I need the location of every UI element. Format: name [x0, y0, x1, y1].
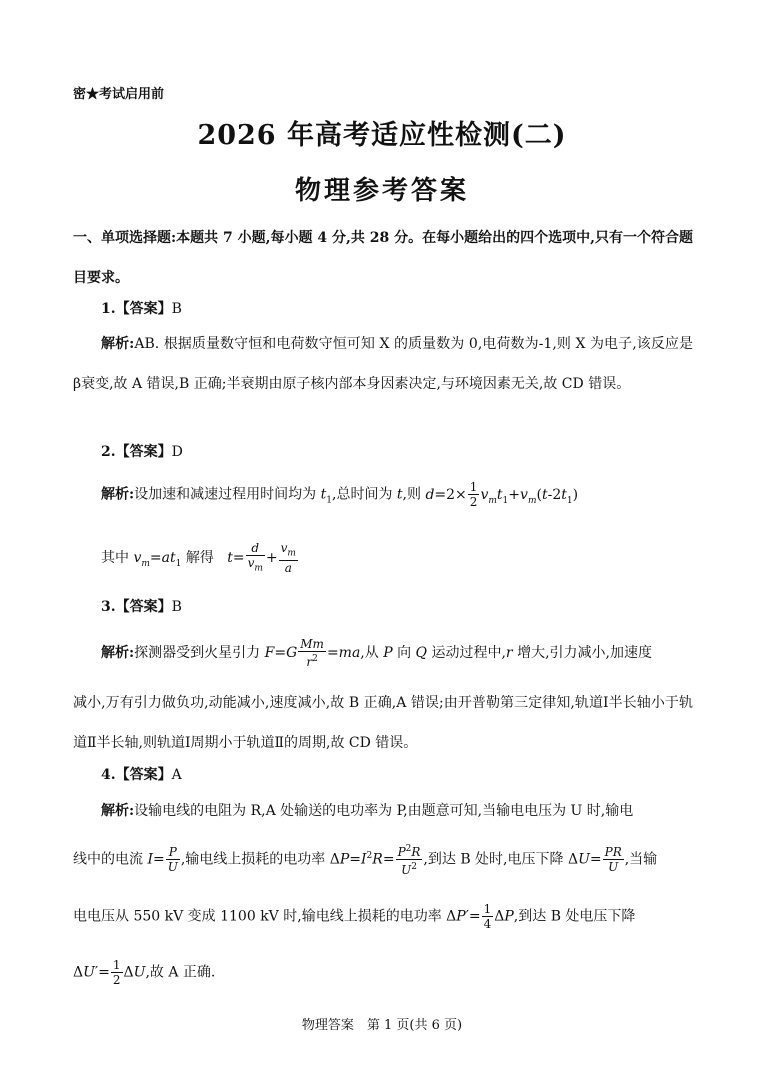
- page-subtitle: 物理参考答案: [294, 176, 469, 206]
- q3-analysis-rest: 减小,万有引力做负功,动能减小,速度减小,故 B 正确,A 错误;由开普勒第三定律知,轨道Ⅰ半长轴小于轨道Ⅱ半长轴,则轨道Ⅰ周期小于轨道Ⅱ的周期,故 CD 错误。: [73, 695, 693, 751]
- page-footer: 物理答案 第 1 页(共 6 页): [301, 1018, 463, 1033]
- q2-result: 其中 $v_m=at_1$ 解得 t= $\frac{d}{v_m}$ + $\frac{v_m}{a}$: [101, 541, 299, 575]
- q4-analysis-line2: 线中的电流 I= $\frac{P}{U}$ ,输电线上损耗的电功率 $\Delta P=I^2R=$ $\frac{P^2R}{U^2}$ ,到达 B 处时,电压下降 ΔU= $\frac{PR}{U}$ ,当输: [73, 844, 658, 877]
- q4-analysis-line4: ΔU′= $\frac{1}{2}$ ΔU,故 A 正确.: [73, 958, 216, 987]
- q2-analysis: 解析:设加速和减速过程用时间均为 $t_1$,总时间为 t,则 d=2× $\frac{1}{2}$ $v_mt_1+v_m(t-2t_1)$: [101, 480, 579, 509]
- q2-formula-t: t= $\frac{d}{v_m}$ + $\frac{v_m}{a}$: [227, 541, 296, 576]
- q1-analysis: 解析:AB. 根据质量数守恒和电荷数守恒可知 X 的质量数为 0,电荷数为-1,则 X 为电子,该反应是β衰变,故 A 错误,B 正确;半衰期由原子核内部本身因素决定,与环境因素无关,故 CD 错误。: [73, 336, 693, 392]
- confidential-label: 密★考试启用前: [73, 87, 165, 102]
- section-heading: 一、单项选择题:本题共 7 小题,每小题 4 分,共 28 分。在每小题给出的四个选项中,只有一个符合题目要求。: [73, 230, 693, 286]
- q4-answer: 4.【答案】A: [101, 767, 182, 783]
- q1-answer: 1.【答案】B: [101, 301, 182, 317]
- q3-analysis-line1: 解析:探测器受到火星引力 F=G $\frac{Mm}{r^2}$ =ma,从 P 向 Q 运动过程中,r 增大,引力减小,加速度: [101, 637, 652, 669]
- q3-formula-gravity: F=G $\frac{Mm}{r^2}$ =ma: [264, 637, 361, 669]
- q3-answer: 3.【答案】B: [101, 599, 182, 615]
- q2-formula-d: d=2× $\frac{1}{2}$ $v_mt_1+v_m(t-2t_1)$: [425, 480, 579, 509]
- page-title: 2026 年高考适应性检测(二): [197, 120, 567, 151]
- q4-analysis-line1: 解析:设输电线的电阻为 R,A 处输送的电功率为 P,由题意可知,当输电电压为 U 时,输电: [101, 803, 634, 819]
- q2-answer: 2.【答案】D: [101, 444, 183, 460]
- q4-analysis-line3: 电电压从 550 kV 变成 1100 kV 时,输电线上损耗的电功率 ΔP′= $\frac{1}{4}$ ΔP,到达 B 处电压下降: [73, 902, 636, 931]
